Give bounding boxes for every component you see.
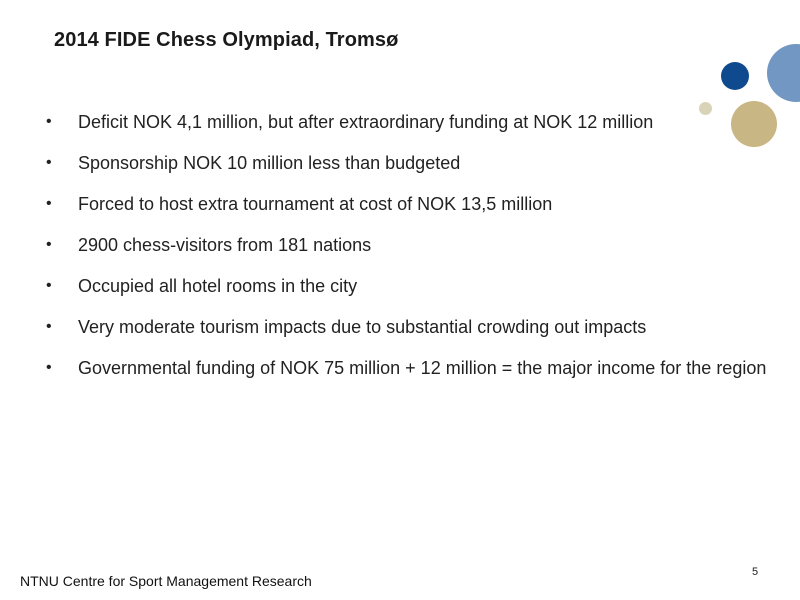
bullet-dot: • (46, 318, 52, 335)
bullet-dot: • (46, 113, 52, 130)
bullet-list (40, 104, 770, 391)
bullet-text: Occupied all hotel rooms in the city (78, 276, 358, 296)
bullet-dot: • (46, 236, 52, 253)
bullet-text: 2900 chess-visitors from 181 nations (78, 235, 372, 255)
bullet-item (40, 309, 770, 345)
bullet-item (40, 350, 770, 386)
bullet-dot: • (46, 359, 52, 376)
bullet-text: Forced to host extra tournament at cost of NOK 13,5 million (78, 194, 553, 214)
bullet-dot: • (46, 195, 52, 212)
bullet-item (40, 145, 770, 181)
decorative-circle-navy (721, 62, 749, 90)
bullet-item (40, 104, 770, 140)
bullet-text: Deficit NOK 4,1 million, but after extraordinary funding at NOK 12 million (78, 112, 654, 132)
bullet-dot: • (46, 154, 52, 171)
page-number: 5 (752, 566, 759, 578)
bullet-text: Sponsorship NOK 10 million less than budgeted (78, 153, 461, 173)
bullet-item (40, 186, 770, 222)
bullet-text: Governmental funding of NOK 75 million + 12 million = the major income for the region (78, 358, 767, 378)
footer-organization: NTNU Centre for Sport Management Research (20, 573, 312, 589)
slide-title: 2014 FIDE Chess Olympiad, Tromsø (54, 29, 399, 51)
bullet-item (40, 227, 770, 263)
bullet-item (40, 268, 770, 304)
bullet-text: Very moderate tourism impacts due to substantial crowding out impacts (78, 317, 647, 337)
bullet-dot: • (46, 277, 52, 294)
decorative-circle-light-blue (767, 44, 800, 102)
